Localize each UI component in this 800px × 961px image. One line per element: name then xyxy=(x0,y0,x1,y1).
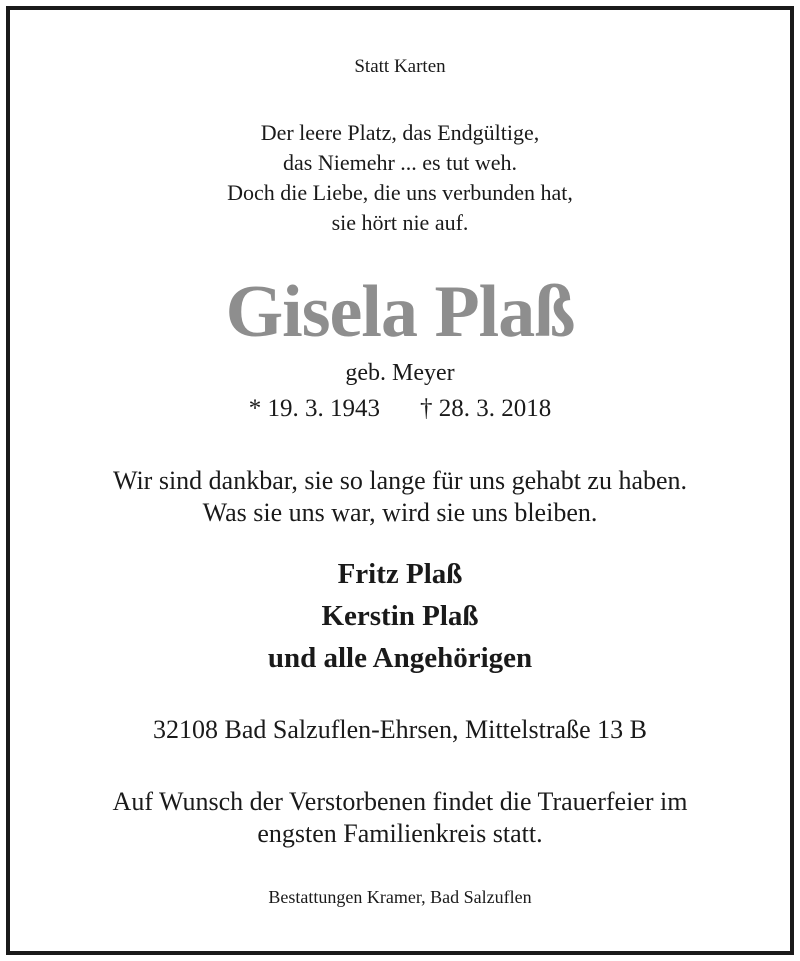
funeral-home: Bestattungen Kramer, Bad Salzuflen xyxy=(268,887,532,907)
poem-line-2: das Niemehr ... es tut weh. xyxy=(283,150,517,175)
notice-line-1: Auf Wunsch der Verstorbenen findet die Trauerfeier im xyxy=(112,787,688,816)
mourner-relatives: und alle Angehörigen xyxy=(267,642,533,674)
maiden-name: geb. Meyer xyxy=(345,360,455,386)
poem-line-3: Doch die Liebe, die uns verbunden hat, xyxy=(227,180,573,205)
address: 32108 Bad Salzuflen-Ehrsen, Mittelstraße 13 B xyxy=(153,715,647,744)
heading-statt-karten: Statt Karten xyxy=(354,56,446,77)
mourner-kerstin: Kerstin Plaß xyxy=(321,600,479,632)
deceased-name: Gisela Plaß xyxy=(225,271,575,353)
mourner-fritz: Fritz Plaß xyxy=(337,558,463,590)
death-date: † 28. 3. 2018 xyxy=(420,395,552,422)
gratitude-line-2: Was sie uns war, wird sie uns bleiben. xyxy=(202,498,598,527)
gratitude-line-1: Wir sind dankbar, sie so lange für uns gehabt zu haben. xyxy=(112,466,688,495)
life-dates xyxy=(0,395,800,423)
birth-date: * 19. 3. 1943 xyxy=(248,395,380,422)
notice-line-2: engsten Familienkreis statt. xyxy=(257,819,543,848)
poem-line-1: Der leere Platz, das Endgültige, xyxy=(260,120,540,145)
poem-line-4: sie hört nie auf. xyxy=(331,210,469,235)
